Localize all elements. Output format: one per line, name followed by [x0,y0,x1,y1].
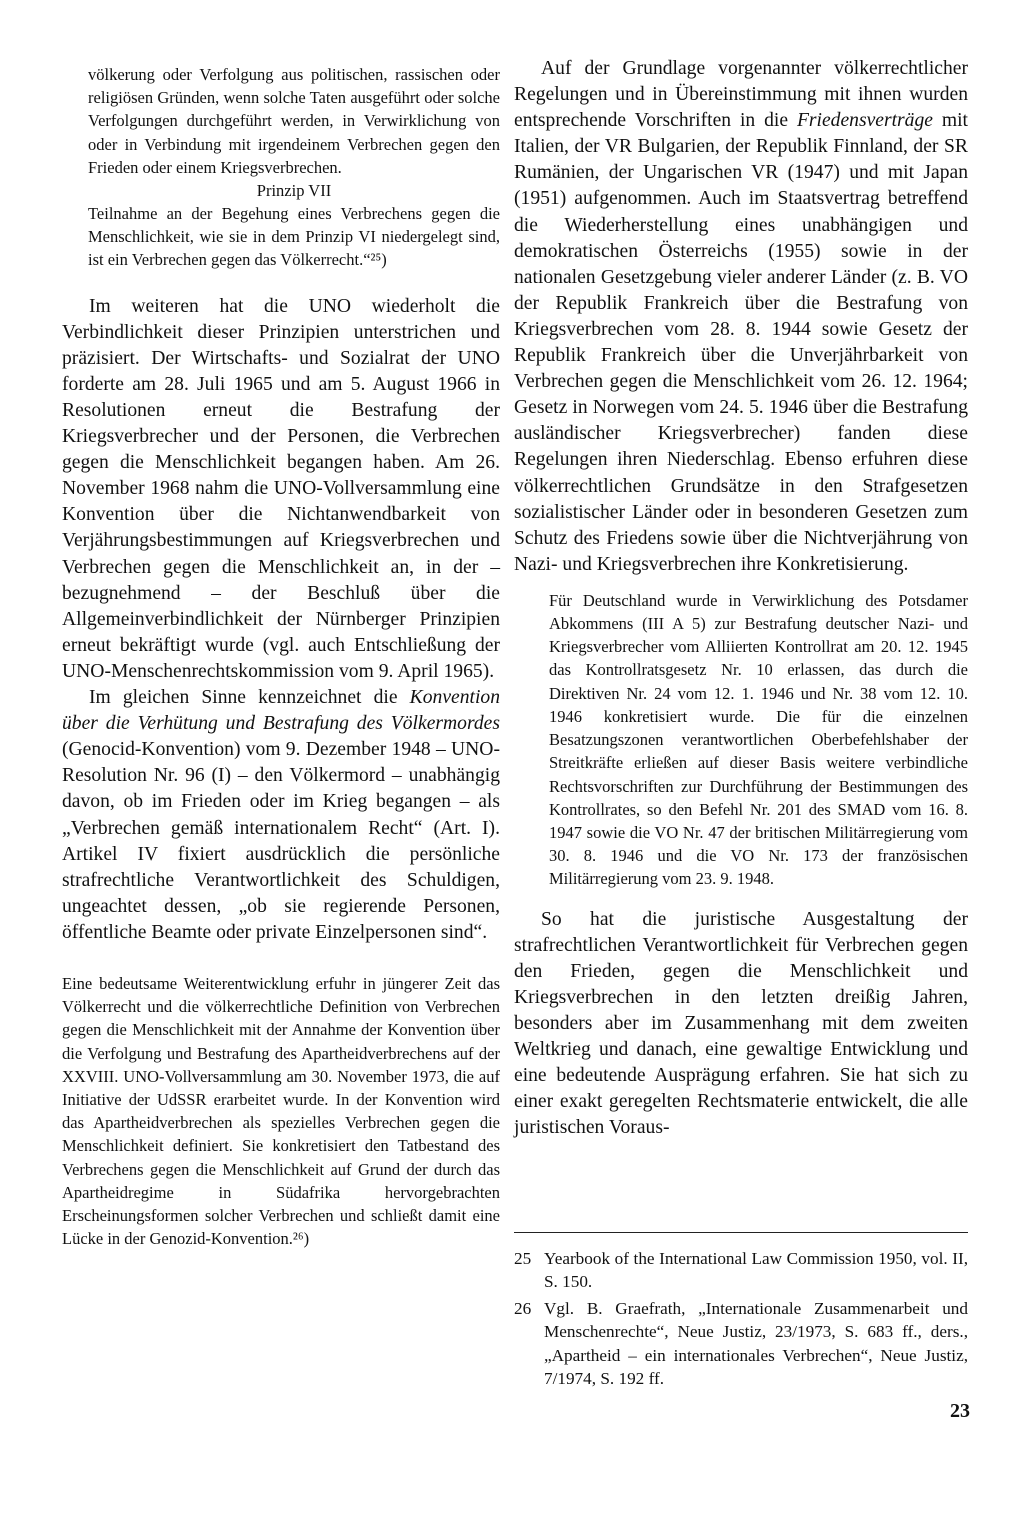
footnote [514,1297,968,1391]
paragraph-germany-control-council: Für Deutschland wurde in Verwirklichung des Potsdamer Abkommens (III A 5) zur Bestrafung deutscher Nazi- und Kriegsverbrecher vom Alliierten Kontrollrat am 20. 12. 1945 das Kontrollratsgesetz Nr. 10 erlassen, das durch die Direktiven Nr. 24 vom 12. 1. 1946 und Nr. 38 vom 12. 10. 1946 konkretisiert wurde. Die für die einzelnen Besatzungszonen verantwortlichen Oberbefehlshaber der Streitkräfte erließen auf dieser Basis weitere verbindliche Rechtsvorschriften zur Durchführung der Bestimmungen des Kontrollrates, so den Befehl Nr. 201 des SMAD vom 16. 8. 1947 sowie die VO Nr. 47 der britischen Militärregierung vom 30. 8. 1946 und die VO Nr. 173 der französischen Militärregierung vom 23. 9. 1948. [549,590,968,889]
paragraph-apartheid-convention: Eine bedeutsame Weiterentwicklung erfuhr in jüngerer Zeit das Völkerrecht und die völkerrechtliche Definition von Verbrechen gegen die Menschlichkeit mit der Annahme der Konvention über die Verfolgung und Bestrafung des Apartheidverbrechens auf der XXVIII. UNO-Vollversammlung am 30. November 1973, die auf Initiative der UdSSR erarbeitet wurde. In der Konvention wird das Apartheidverbrechen als spezielles Verbrechen gegen die Menschlichkeit definiert. Sie konkretisiert den Tatbestand des Verbrechens gegen die Menschlichkeit auf Grund der durch das Apartheidregime in Südafrika hervorgebrachten Erscheinungsformen solcher Verbrechen und schließt damit eine Lücke in der Genozid-Konvention.²⁶) [62,973,500,1249]
footnotes [514,1232,968,1393]
footnote-text: Yearbook of the International Law Commission 1950, vol. II, S. 150. [544,1249,968,1292]
footnote-text: Vgl. B. Graefrath, „Internationale Zusammenarbeit und Menschenrechte“, Neue Justiz, 23/1973, S. 683 ff., ders., „Apartheid – ein internationales Verbrechen“, Neue Justiz, 7/1974, S. 192 ff. [544,1298,968,1389]
paragraph-un-principles: Im weiteren hat die UNO wiederholt die Verbindlichkeit dieser Prinzipien unterstrichen und präzisiert. Der Wirtschafts- und Sozialrat der UNO forderte am 28. Juli 1965 und am 5. August 1966 in Resolutionen erneut die Bestrafung der Kriegsverbrecher und der Personen, die Verbrechen gegen die Menschlichkeit begangen haben. Am 26. November 1968 nahm die UNO-Vollversammlung eine Konvention über die Nichtanwendbarkeit von Verjährungsbestimmungen auf Kriegsverbrechen und Verbrechen gegen die Menschlichkeit an, in der – bezugnehmend – der Beschluß über die Allgemeinverbindlichkeit der Nürnberger Prinzipien erneut bekräftigt wurde (vgl. auch Entschließung der UNO-Menschenrechtskommission vom 9. April 1965). [62,295,500,682]
footnote [514,1247,968,1294]
right-column [514,56,968,1141]
paragraph-peace-treaties: Auf der Grundlage vorgenannter völkerrechtlicher Regelungen und in Übereinstimmung mit ihnen wurden entsprechende Vorschriften in die Friedensverträge mit Italien, der VR Bulgarien, der Republik Finnland, der SR Rumänien, der Ungarischen VR (1947) und mit Japan (1951) aufgenommen. Auch im Staatsvertrag betreffend die Wiederherstellung eines unabhängigen und demokratischen Österreichs (1955) sowie in der nationalen Gesetzgebung vieler anderer Länder (z. B. VO der Republik Frankreich über die Bestrafung von Kriegsverbrechen vom 28. 8. 1944 sowie Gesetz der Republik Frankreich über die Unverjährbarkeit von Verbrechen gegen die Menschlichkeit vom 26. 12. 1964; Gesetz in Norwegen vom 24. 5. 1946 über die Bestrafung ausländischer Kriegsverbrecher) fanden diese Regelungen ihren Niederschlag. Ebenso erfuhren diese völkerrechtlichen Grundsätze in den Strafgesetzen sozialistischer Länder oder in besonderen Gesetzen zum Schutz des Friedens sowie über die Nichtverjährung von Nazi- und Kriegsverbrechen ihre Konkretisierung. [514,58,968,575]
genocide-convention-title: Konvention über die Verhütung und Bestrafung des Völkermordes [62,687,500,735]
principle-text: Teilnahme an der Begehung eines Verbrechens gegen die Menschlichkeit, wie sie in dem Prinzip VI niedergelegt sind, ist ein Verbrechen gegen das Völkerrecht.“²⁵) [88,204,500,270]
footnote-number: 25 [514,1249,532,1268]
principle-heading: Prinzip VII [256,181,332,201]
paragraph-legal-development: So hat die juristische Ausgestaltung der strafrechtlichen Verantwortlichkeit für Verbrechen gegen den Frieden, gegen die Menschlichkeit und Kriegsverbrechen in den letzten dreißig Jahren, besonders aber im Zusammenhang mit dem zweiten Weltkrieg und danach, eine gewaltige Entwicklung und eine bedeutende Ausprägung erfahren. Sie hat sich zu einer exakt geregelten Rechtsmaterie entwickelt, die alle juristischen Voraus- [514,908,968,1139]
quote-continuation: völkerung oder Verfolgung aus politischen, rassischen oder religiösen Gründen, wenn solche Taten ausgeführt oder solche Verfolgungen durchgeführt werden, in Verwirklichung von oder in Verbindung mit irgendeinem Verbrechen gegen den Frieden oder einem Kriegsverbrechen. [88,65,500,177]
left-column [62,56,500,1250]
page-number: 23 [950,1400,970,1422]
peace-treaties-term: Friedensverträge [796,110,933,132]
footnote-number: 26 [514,1298,532,1318]
paragraph-genocide-convention: Im gleichen Sinne kennzeichnet die Konvention über die Verhütung und Bestrafung des Völkermordes (Genocid-Konvention) vom 9. Dezember 1948 – UNO-Resolution Nr. 96 (I) – den Völkermord – unabhängig davon, ob im Frieden oder im Krieg begangen – als „Verbrechen gemäß internationalem Recht“ (Art. I). Artikel IV fixiert ausdrücklich die persönliche strafrechtliche Verantwortlichkeit des Schuldigen, ungeachtet dessen, „ob sie regierende Personen, öffentliche Beamte oder private Einzelpersonen sind“. [62,687,500,943]
